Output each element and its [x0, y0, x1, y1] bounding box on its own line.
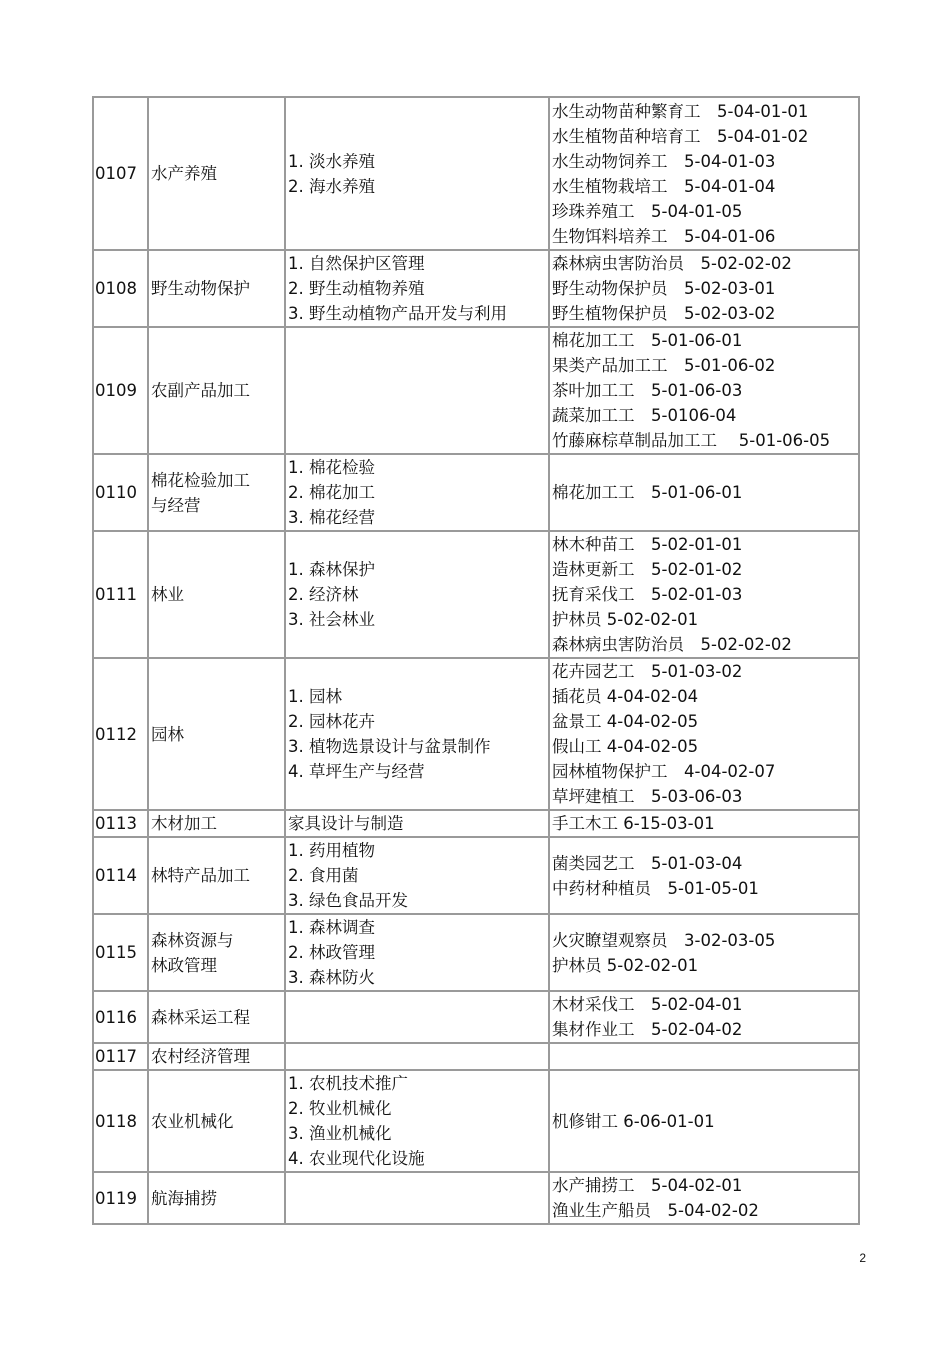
table-row [93, 1172, 859, 1224]
cell-line: 2. 食用菌 [288, 866, 359, 885]
table-row [93, 810, 859, 837]
table-body [93, 97, 859, 1224]
cell-line: 手工木工 6-15-03-01 [552, 814, 715, 833]
major-code-cell: 0111 [93, 531, 148, 658]
cell-line: 2. 野生动植物养殖 [288, 279, 425, 298]
occupation-cell [549, 327, 859, 454]
cell-line: 1. 园林 [288, 687, 342, 706]
table-row [93, 531, 859, 658]
occupation-cell [549, 454, 859, 531]
cell-line: 3. 社会林业 [288, 610, 375, 629]
table-row [93, 327, 859, 454]
major-code-cell: 0113 [93, 810, 148, 837]
table-row [93, 250, 859, 327]
cell-line: 插花员 4-04-02-04 [552, 687, 699, 706]
table-row [93, 1043, 859, 1070]
cell-line: 棉花加工工 5-01-06-01 [552, 331, 743, 350]
cell-line: 森林资源与 [151, 930, 234, 950]
major-name-cell: 野生动物保护 [148, 250, 285, 327]
cell-line: 木材采伐工 5-02-04-01 [552, 995, 743, 1014]
major-code-cell: 0119 [93, 1172, 148, 1224]
major-code-cell: 0107 [93, 97, 148, 250]
direction-cell [285, 914, 549, 991]
table-row [93, 97, 859, 250]
cell-line: 集材作业工 5-02-04-02 [552, 1020, 743, 1039]
cell-line: 1. 自然保护区管理 [288, 254, 425, 273]
cell-line: 森林病虫害防治员 5-02-02-02 [552, 635, 792, 654]
direction-cell [285, 1043, 549, 1070]
cell-line: 果类产品加工工 5-01-06-02 [552, 356, 776, 375]
cell-line: 家具设计与制造 [288, 814, 404, 833]
cell-line: 野生植物保护员 5-02-03-02 [552, 304, 776, 323]
cell-line: 抚育采伐工 5-02-01-03 [552, 585, 743, 604]
table-row [93, 658, 859, 810]
cell-line: 渔业生产船员 5-04-02-02 [552, 1201, 759, 1220]
major-name-cell: 木材加工 [148, 810, 285, 837]
occupation-cell [549, 531, 859, 658]
cell-line: 护林员 5-02-02-01 [552, 955, 699, 975]
occupation-table [92, 96, 860, 1225]
cell-line: 棉花检验加工 [151, 470, 250, 490]
cell-line: 1. 森林调查 [288, 918, 375, 937]
cell-line: 水生动物苗种繁育工 5-04-01-01 [552, 101, 809, 121]
major-name-cell: 林特产品加工 [148, 837, 285, 914]
direction-cell [285, 531, 549, 658]
occupation-cell [549, 837, 859, 914]
major-name-cell [148, 454, 285, 531]
occupation-cell [549, 991, 859, 1043]
cell-line: 中药材种植员 5-01-05-01 [552, 878, 759, 898]
cell-line: 2. 棉花加工 [288, 483, 375, 502]
cell-line: 草坪建植工 5-03-06-03 [552, 787, 743, 806]
cell-line: 2. 经济林 [288, 585, 359, 604]
cell-line: 森林病虫害防治员 5-02-02-02 [552, 254, 792, 273]
direction-cell [285, 327, 549, 454]
cell-line: 菌类园艺工 5-01-03-04 [552, 853, 743, 873]
cell-line: 3. 森林防火 [288, 968, 375, 987]
cell-line: 水产捕捞工 5-04-02-01 [552, 1176, 743, 1195]
cell-line: 2. 牧业机械化 [288, 1099, 392, 1118]
cell-line: 水生动物饲养工 5-04-01-03 [552, 151, 776, 171]
cell-line: 棉花加工工 5-01-06-01 [552, 483, 743, 502]
cell-line: 水生植物栽培工 5-04-01-04 [552, 176, 776, 196]
major-code-cell: 0112 [93, 658, 148, 810]
cell-line: 3. 植物选景设计与盆景制作 [288, 737, 491, 756]
cell-line: 1. 森林保护 [288, 560, 375, 579]
direction-cell [285, 97, 549, 250]
cell-line: 3. 野生动植物产品开发与利用 [288, 304, 507, 323]
major-code-cell: 0109 [93, 327, 148, 454]
cell-line: 1. 棉花检验 [288, 458, 375, 477]
cell-line: 水生植物苗种培育工 5-04-01-02 [552, 126, 809, 146]
occupation-cell [549, 1070, 859, 1172]
cell-line: 珍珠养殖工 5-04-01-05 [552, 201, 743, 221]
major-code-cell: 0116 [93, 991, 148, 1043]
occupation-cell [549, 810, 859, 837]
direction-cell [285, 658, 549, 810]
cell-line: 1. 药用植物 [288, 841, 375, 860]
cell-line: 园林植物保护工 4-04-02-07 [552, 762, 776, 781]
cell-line: 4. 草坪生产与经营 [288, 762, 425, 781]
page-number: 2 [859, 1251, 866, 1265]
major-name-cell: 农副产品加工 [148, 327, 285, 454]
direction-cell [285, 1172, 549, 1224]
cell-line: 生物饵料培养工 5-04-01-06 [552, 226, 776, 246]
occupation-cell [549, 658, 859, 810]
cell-line: 假山工 4-04-02-05 [552, 737, 699, 756]
direction-cell [285, 250, 549, 327]
major-name-cell: 林业 [148, 531, 285, 658]
table-row [93, 837, 859, 914]
major-code-cell: 0117 [93, 1043, 148, 1070]
major-code-cell: 0108 [93, 250, 148, 327]
direction-cell [285, 1070, 549, 1172]
occupation-cell [549, 914, 859, 991]
cell-line: 2. 海水养殖 [288, 176, 375, 196]
cell-line: 盆景工 4-04-02-05 [552, 712, 699, 731]
direction-cell [285, 837, 549, 914]
table-row [93, 454, 859, 531]
cell-line: 3. 绿色食品开发 [288, 891, 408, 910]
cell-line: 机修钳工 6-06-01-01 [552, 1111, 715, 1131]
cell-line: 造林更新工 5-02-01-02 [552, 560, 743, 579]
major-name-cell: 森林采运工程 [148, 991, 285, 1043]
major-code-cell: 0110 [93, 454, 148, 531]
occupation-cell [549, 250, 859, 327]
cell-line: 1. 农机技术推广 [288, 1074, 408, 1093]
major-name-cell: 农业机械化 [148, 1070, 285, 1172]
cell-line: 4. 农业现代化设施 [288, 1149, 425, 1168]
cell-line: 林木种苗工 5-02-01-01 [552, 535, 743, 554]
major-name-cell: 航海捕捞 [148, 1172, 285, 1224]
direction-cell [285, 991, 549, 1043]
cell-line: 与经营 [151, 495, 201, 515]
cell-line: 3. 渔业机械化 [288, 1124, 392, 1143]
table-row [93, 914, 859, 991]
major-name-cell: 水产养殖 [148, 97, 285, 250]
major-name-cell [148, 914, 285, 991]
major-code-cell: 0115 [93, 914, 148, 991]
cell-line: 2. 园林花卉 [288, 712, 375, 731]
occupation-cell [549, 1043, 859, 1070]
cell-line: 3. 棉花经营 [288, 508, 375, 527]
direction-cell [285, 454, 549, 531]
cell-line: 花卉园艺工 5-01-03-02 [552, 662, 743, 681]
cell-line: 火灾瞭望观察员 3-02-03-05 [552, 930, 776, 950]
cell-line: 竹藤麻棕草制品加工工 5-01-06-05 [552, 431, 831, 450]
major-name-cell: 农村经济管理 [148, 1043, 285, 1070]
cell-line: 1. 淡水养殖 [288, 151, 375, 171]
major-code-cell: 0114 [93, 837, 148, 914]
occupation-cell [549, 1172, 859, 1224]
cell-line: 2. 林政管理 [288, 943, 375, 962]
cell-line: 茶叶加工工 5-01-06-03 [552, 381, 743, 400]
table-row [93, 991, 859, 1043]
cell-line: 林政管理 [151, 955, 217, 975]
occupation-cell [549, 97, 859, 250]
major-code-cell: 0118 [93, 1070, 148, 1172]
cell-line: 护林员 5-02-02-01 [552, 610, 699, 629]
major-name-cell: 园林 [148, 658, 285, 810]
cell-line: 蔬菜加工工 5-0106-04 [552, 406, 737, 425]
direction-cell [285, 810, 549, 837]
cell-line: 野生动物保护员 5-02-03-01 [552, 279, 776, 298]
table-row [93, 1070, 859, 1172]
